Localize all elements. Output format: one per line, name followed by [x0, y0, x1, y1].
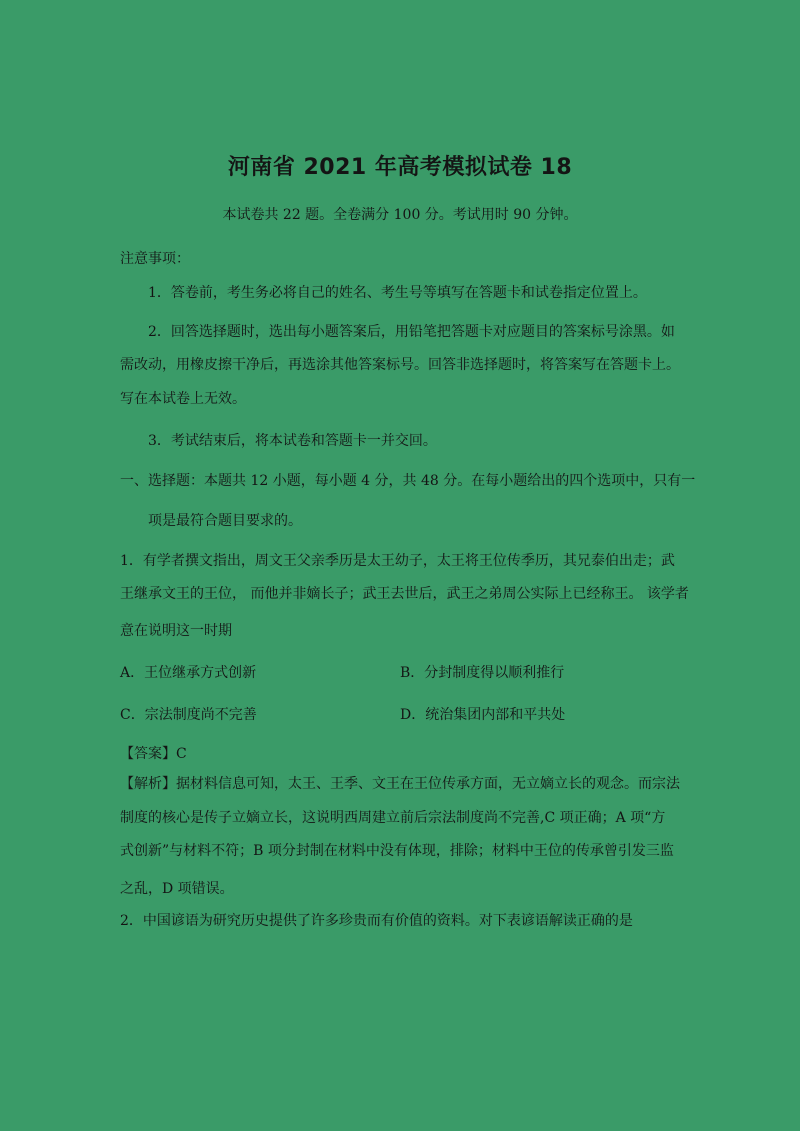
notice-heading: 注意事项：: [120, 251, 190, 267]
q1-analysis-line-4: 之乱，D 项错误。: [120, 881, 234, 897]
section-heading-line-2: 项是最符合题目要求的。: [148, 513, 302, 529]
q2-stem: 2．中国谚语为研究历史提供了许多珍贵而有价值的资料。对下表谚语解读正确的是: [120, 913, 633, 929]
exam-subtitle: 本试卷共 22 题。全卷满分 100 分。考试用时 90 分钟。: [222, 207, 578, 223]
section-heading-line-1: 一、选择题：本题共 12 小题，每小题 4 分，共 48 分。在每小题给出的四个选项中，只有一: [120, 473, 696, 489]
exam-title: 河南省 2021 年高考模拟试卷 18: [227, 155, 573, 180]
notice-item-1: 1．答卷前，考生务必将自己的姓名、考生号等填写在答题卡和试卷指定位置上。: [148, 285, 647, 301]
q1-option-b: B．分封制度得以顺利推行: [400, 665, 565, 681]
notice-item-2-line-3: 写在本试卷上无效。: [120, 391, 246, 407]
q1-analysis-line-3: 式创新”与材料不符；B 项分封制在材料中没有体现，排除；材料中王位的传承曾引发三监: [120, 843, 674, 859]
q1-analysis-line-2: 制度的核心是传子立嫡立长，这说明西周建立前后宗法制度尚不完善,C 项正确；A 项“方: [120, 810, 666, 826]
notice-item-2-line-2: 需改动，用橡皮擦干净后，再选涂其他答案标号。回答非选择题时，将答案写在答题卡上。: [120, 357, 680, 373]
notice-item-2-line-1: 2．回答选择题时，选出每小题答案后，用铅笔把答题卡对应题目的答案标号涂黑。如: [148, 324, 675, 340]
q1-analysis-line-1: 【解析】据材料信息可知，太王、王季、文王在王位传承方面，无立嫡立长的观念。而宗法: [120, 776, 680, 792]
q1-stem-line-1: 1．有学者撰文指出，周文王父亲季历是太王幼子，太王将王位传季历，其兄泰伯出走；武: [120, 553, 675, 569]
q1-option-d: D．统治集团内部和平共处: [400, 707, 566, 723]
q1-stem-line-2: 王继承文王的王位， 而他并非嫡长子；武王去世后，武王之弟周公实际上已经称王。 该学者: [120, 586, 689, 602]
q1-answer: 【答案】C: [120, 746, 187, 762]
q1-stem-line-3: 意在说明这一时期: [120, 623, 232, 639]
notice-item-3: 3．考试结束后，将本试卷和答题卡一并交回。: [148, 433, 437, 449]
q1-option-a: A．王位继承方式创新: [120, 665, 257, 681]
q1-option-c: C．宗法制度尚不完善: [120, 707, 257, 723]
